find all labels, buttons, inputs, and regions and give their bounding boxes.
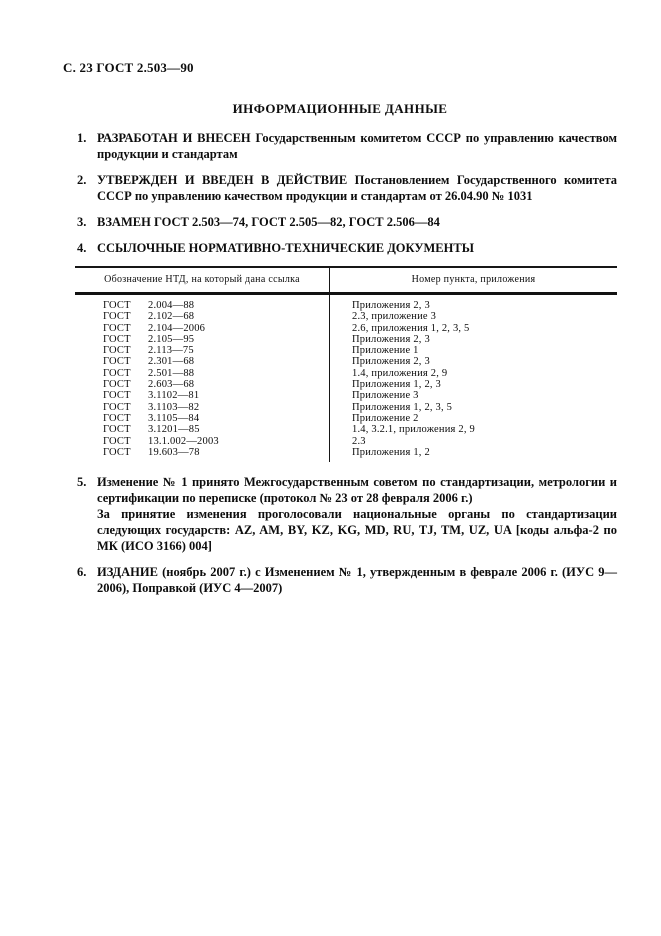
ref-clauses: 1.4, 3.2.1, приложения 2, 9 <box>352 424 475 436</box>
designation-cell <box>75 402 330 413</box>
std-designation: ГОСТ <box>103 379 131 391</box>
item-number: 1. <box>77 131 87 145</box>
item-text <box>97 564 617 596</box>
table-row <box>75 402 617 413</box>
std-designation: ГОСТ <box>103 446 131 458</box>
std-designation: ГОСТ <box>103 345 131 357</box>
std-designation: ГОСТ <box>103 412 131 424</box>
ref-clauses: Приложение 1 <box>352 345 419 357</box>
designation-cell <box>75 356 330 367</box>
ref-clauses: Приложения 1, 2, 3, 5 <box>352 401 453 413</box>
info-item <box>63 564 617 596</box>
designation-cell <box>75 311 330 322</box>
info-item <box>63 172 617 204</box>
ref-clauses: Приложения 2, 3 <box>352 300 430 311</box>
info-items-top <box>63 130 617 256</box>
info-item <box>63 130 617 162</box>
ref-clauses: Приложение 3 <box>352 390 419 402</box>
table-row <box>75 413 617 424</box>
info-item <box>63 214 617 230</box>
designation-cell <box>75 413 330 424</box>
table-row <box>75 323 617 334</box>
std-designation: ГОСТ <box>103 311 131 323</box>
ref-clauses: 2.3 <box>352 435 366 447</box>
ref-clauses: Приложения 2, 3 <box>352 356 430 368</box>
info-item <box>63 474 617 554</box>
item-text <box>97 240 617 256</box>
std-number: 2.301—68 <box>148 356 195 368</box>
std-number: 2.105—95 <box>148 333 195 345</box>
std-designation: ГОСТ <box>103 401 131 413</box>
item-number: 4. <box>77 241 87 255</box>
table-row <box>75 447 617 462</box>
std-number: 2.104—2006 <box>148 322 206 334</box>
item-number: 5. <box>77 475 87 490</box>
designation-cell <box>75 368 330 379</box>
std-number: 2.102—68 <box>148 311 195 323</box>
item-text <box>97 474 617 554</box>
std-number: 2.501—88 <box>148 367 195 379</box>
item-number: 6. <box>77 565 87 580</box>
table-body <box>75 295 617 462</box>
ref-clauses: 2.3, приложение 3 <box>352 311 437 323</box>
std-number: 3.1105—84 <box>148 412 200 424</box>
std-designation: ГОСТ <box>103 424 131 436</box>
designation-cell <box>75 424 330 435</box>
designation-cell <box>75 390 330 401</box>
table-header-row <box>75 266 617 295</box>
item-paragraph: УТВЕРЖДЕН И ВВЕДЕН В ДЕЙСТВИЕ Постановлением Государственного комитета СССР по управлению качеством продукции и стандартам от 26.04.90 № 1031 <box>97 173 617 203</box>
designation-cell <box>75 295 330 311</box>
std-number: 13.1.002—2003 <box>148 435 219 447</box>
table-row <box>75 334 617 345</box>
std-number: 3.1201—85 <box>148 424 200 436</box>
std-number: 2.603—68 <box>148 379 195 391</box>
std-designation: ГОСТ <box>103 333 131 345</box>
std-designation: ГОСТ <box>103 435 131 447</box>
std-number: 3.1103—82 <box>148 401 200 413</box>
designation-cell <box>75 447 330 462</box>
ref-clauses: 1.4, приложения 2, 9 <box>352 367 448 379</box>
item-paragraph: За принятие изменения проголосовали национальные органы по стандартизации следующих государств: AZ, AM, BY, KZ, KG, MD, RU, TJ, TM, UZ, UA [коды альфа-2 по МК (ИСО 3166) 004] <box>97 507 617 554</box>
document-title: ИНФОРМАЦИОННЫЕ ДАННЫЕ <box>232 101 448 116</box>
item-text <box>97 172 617 204</box>
ref-clauses: Приложения 1, 2 <box>352 446 430 458</box>
col-header-designation: Обозначение НТД, на который дана ссылка <box>75 268 330 292</box>
references-table <box>75 266 617 462</box>
table-row <box>75 368 617 379</box>
item-paragraph: РАЗРАБОТАН И ВНЕСЕН Государственным комитетом СССР по управлению качеством продукции и стандартам <box>97 131 617 161</box>
table-row <box>75 424 617 435</box>
std-designation: ГОСТ <box>103 300 131 311</box>
designation-cell <box>75 334 330 345</box>
page-header: С. 23 ГОСТ 2.503—90 <box>63 60 194 75</box>
ref-clauses: Приложения 2, 3 <box>352 333 430 345</box>
document-content <box>63 130 617 606</box>
std-number: 2.113—75 <box>148 345 194 357</box>
designation-cell <box>75 379 330 390</box>
table-row <box>75 379 617 390</box>
std-designation: ГОСТ <box>103 356 131 368</box>
item-paragraph: ССЫЛОЧНЫЕ НОРМАТИВНО-ТЕХНИЧЕСКИЕ ДОКУМЕНТЫ <box>97 241 474 255</box>
std-designation: ГОСТ <box>103 390 131 402</box>
std-designation: ГОСТ <box>103 322 131 334</box>
table-row <box>75 295 617 311</box>
std-number: 3.1102—81 <box>148 390 200 402</box>
table-row <box>75 311 617 322</box>
designation-cell <box>75 436 330 447</box>
item-paragraph: Изменение № 1 принято Межгосударственным советом по стандартизации, метрологии и сертификации по переписке (протокол № 23 от 28 февраля 2006 г.) <box>97 475 617 506</box>
table-row <box>75 345 617 356</box>
table-row <box>75 390 617 401</box>
std-number: 19.603—78 <box>148 446 200 458</box>
std-number: 2.004—88 <box>148 300 195 311</box>
designation-cell <box>75 345 330 356</box>
table-row <box>75 356 617 367</box>
designation-cell <box>75 323 330 334</box>
item-paragraph: ВЗАМЕН ГОСТ 2.503—74, ГОСТ 2.505—82, ГОСТ 2.506—84 <box>97 215 440 229</box>
info-item <box>63 240 617 256</box>
item-number: 3. <box>77 215 87 229</box>
ref-clauses: 2.6, приложения 1, 2, 3, 5 <box>352 322 470 334</box>
ref-clauses: Приложения 1, 2, 3 <box>352 379 441 391</box>
item-text <box>97 214 617 230</box>
item-paragraph: ИЗДАНИЕ (ноябрь 2007 г.) с Изменением № 1, утвержденным в феврале 2006 г. (ИУС 9—2006), Поправкой (ИУС 4—2007) <box>97 565 617 596</box>
table-row <box>75 436 617 447</box>
col-header-clause: Номер пункта, приложения <box>411 274 536 285</box>
info-items-bottom <box>63 474 617 596</box>
item-text <box>97 130 617 162</box>
ref-clauses: Приложение 2 <box>352 412 419 424</box>
item-number: 2. <box>77 173 87 187</box>
std-designation: ГОСТ <box>103 367 131 379</box>
